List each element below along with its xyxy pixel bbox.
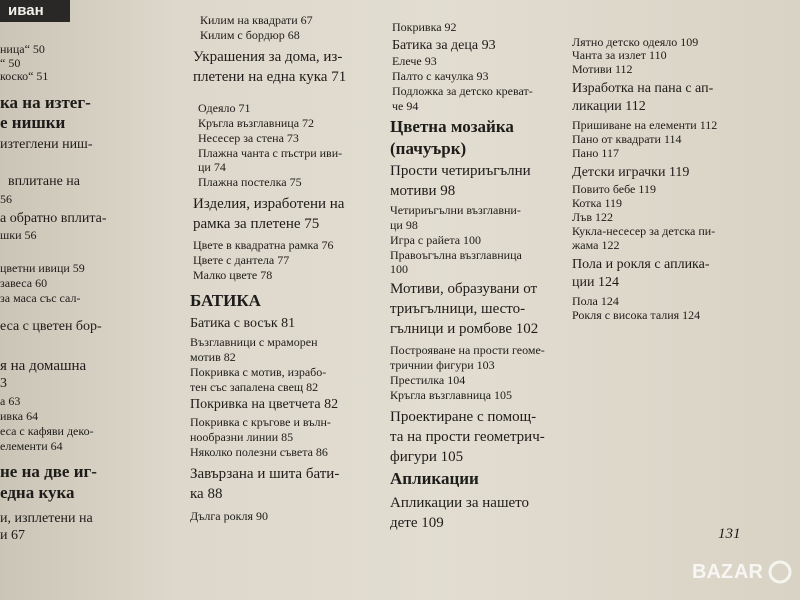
toc-entry: цветни ивици 59 (0, 261, 85, 275)
toc-entry: Апликации за нашето (390, 495, 530, 511)
toc-entry: не на две иг- (0, 462, 97, 481)
toc-entry: вплитане на (8, 174, 80, 189)
toc-entry: шки 56 (0, 228, 37, 242)
page-number: 131 (718, 526, 741, 542)
toc-entry: Палто с качулка 93 (392, 69, 489, 83)
toc-entry: Изработка на пана с ап- (572, 81, 714, 96)
toc-entry: Чанта за излет 110 (572, 48, 667, 62)
toc-entry: Мотиви, образувани от (390, 281, 538, 297)
toc-entry: гълници и ромбове 102 (390, 321, 539, 337)
toc-entry: еса с кафяви деко- (0, 424, 94, 438)
toc-entry: ница“ 50 (0, 42, 45, 56)
toc-entry: Плажна чанта с пъстри иви- (198, 146, 343, 160)
toc-entry: (пачуърк) (390, 139, 467, 158)
toc-entry: Килим с бордюр 68 (200, 28, 300, 42)
toc-entry: една кука (0, 483, 75, 502)
toc-entry: тен със запалена свещ 82 (190, 380, 319, 394)
toc-entry: нообразни линии 85 (190, 430, 294, 444)
toc-entry: Престилка 104 (390, 373, 466, 387)
toc-entry: коско“ 51 (0, 69, 49, 83)
toc-entry: Игра с райета 100 (390, 233, 482, 247)
toc-entry: фигури 105 (390, 449, 464, 465)
toc-entry: Одеяло 71 (198, 101, 251, 115)
toc-entry: Килим на квадрати 67 (200, 13, 313, 27)
toc-entry: Кръгла възглавница 105 (390, 388, 513, 402)
toc-entry: че 94 (392, 99, 419, 113)
toc-entry: Плажна постелка 75 (198, 175, 302, 189)
toc-entry: ции 124 (572, 275, 619, 290)
toc-entry: е нишки (0, 113, 66, 132)
toc-entry: дете 109 (390, 515, 444, 531)
toc-entry: Цветна мозайка (390, 117, 514, 136)
toc-entry: Четириъгълни възглавни- (390, 203, 521, 217)
toc-entry: Лятно детско одеяло 109 (572, 35, 699, 49)
toc-entry: Пола и рокля с аплика- (572, 257, 710, 272)
toc-entry: ка 88 (190, 486, 223, 502)
bazar-logo (688, 548, 796, 594)
toc-entry: плетени на една кука 71 (193, 69, 347, 85)
toc-entry: ликации 112 (572, 99, 646, 114)
toc-entry: Малко цвете 78 (193, 268, 273, 282)
toc-entry: Покривка с кръгове и вълн- (190, 415, 331, 429)
toc-entry: Подложка за детско креват- (392, 84, 533, 98)
toc-entry: жама 122 (572, 238, 620, 252)
toc-entry: за маса със сал- (0, 291, 81, 305)
toc-entry: Рокля с висока талия 124 (572, 308, 701, 322)
toc-entry: завеса 60 (0, 276, 48, 290)
toc-entry: Покривка на цветчета 82 (190, 397, 339, 412)
toc-entry: Дълга рокля 90 (190, 509, 268, 523)
toc-entry: изтеглени ниш- (0, 137, 93, 152)
toc-entry: Няколко полезни съвета 86 (190, 445, 328, 459)
toc-entry: мотив 82 (190, 350, 236, 364)
toc-entry: Мотиви 112 (572, 62, 633, 76)
toc-entry: Цвете в квадратна рамка 76 (193, 238, 334, 252)
toc-entry: БАТИКА (190, 291, 261, 310)
toc-entry: Цвете с дантела 77 (193, 253, 290, 267)
toc-entry: Елече 93 (392, 54, 437, 68)
toc-entry: ивка 64 (0, 409, 39, 423)
toc-entry: Пришиване на елементи 112 (572, 118, 718, 132)
toc-entry: Украшения за дома, из- (193, 49, 343, 65)
toc-entry: а 63 (0, 394, 21, 408)
toc-entry: Правоъгълна възглавница (390, 248, 522, 262)
toc-entry: Повито бебе 119 (572, 182, 656, 196)
toc-entry: Батика с восък 81 (190, 316, 296, 331)
toc-entry: рамка за плетене 75 (193, 216, 320, 232)
toc-entry: и 67 (0, 528, 25, 543)
toc-entry: Прости четириъгълни (390, 163, 531, 179)
toc-entry: Пано 117 (572, 146, 619, 160)
toc-entry: Възглавници с мраморен (190, 335, 318, 349)
toc-entry: Кукла-несесер за детска пи- (572, 224, 716, 238)
toc-entry: Проектиране с помощ- (390, 409, 537, 425)
toc-entry: Покривка с мотив, израбо- (190, 365, 327, 379)
toc-entry: Пола 124 (572, 294, 619, 308)
toc-entry: и, изплетени на (0, 511, 93, 526)
toc-entry: Апликации (390, 469, 479, 488)
toc-entry: я на домашна (0, 358, 87, 374)
toc-entry: триъгълници, шесто- (390, 301, 526, 317)
toc-entry: “ 50 (0, 56, 21, 70)
toc-entry: ка на изтег- (0, 93, 91, 112)
toc-entry: Завързана и шита бати- (190, 466, 340, 482)
watermark-label: иван (0, 0, 70, 22)
toc-entry: 100 (390, 262, 408, 276)
toc-entry: Изделия, изработени на (193, 196, 345, 212)
toc-entry: мотиви 98 (390, 183, 456, 199)
toc-entry: елементи 64 (0, 439, 63, 453)
toc-entry: ци 98 (390, 218, 418, 232)
toc-entry: Несесер за стена 73 (198, 131, 299, 145)
toc-entry: Батика за деца 93 (392, 38, 496, 53)
toc-entry: Котка 119 (572, 196, 623, 210)
toc-entry: Пано от квадрати 114 (572, 132, 682, 146)
toc-entry: та на прости геометрич- (390, 429, 545, 445)
toc-entry: еса с цветен бор- (0, 319, 102, 334)
toc-entry: 56 (0, 192, 12, 206)
toc-entry: ци 74 (198, 160, 226, 174)
toc-entry: тричнии фигури 103 (390, 358, 495, 372)
toc-entry: Лъв 122 (572, 210, 614, 224)
svg-text:AR: AR (734, 561, 763, 583)
toc-entry: Кръгла възглавница 72 (198, 116, 315, 130)
toc-entry: Детски играчки 119 (572, 165, 690, 180)
toc-entry: Построяване на прости геоме- (390, 343, 545, 357)
toc-entry: а обратно вплита- (0, 211, 107, 226)
toc-entry: 3 (0, 376, 7, 391)
svg-text:BAZ: BAZ (692, 561, 734, 583)
toc-entry: Покривка 92 (392, 20, 457, 34)
